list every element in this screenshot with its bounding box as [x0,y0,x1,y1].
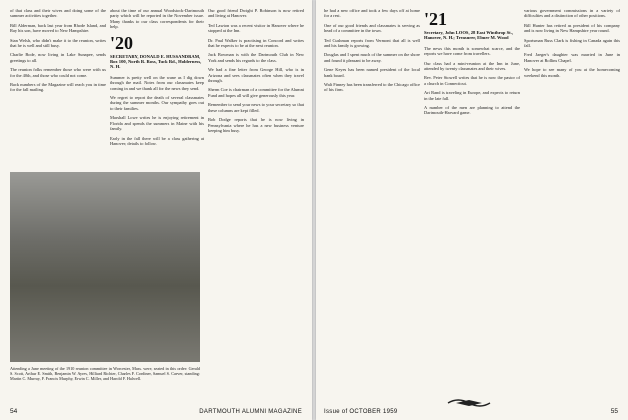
paragraph: Ted Lawton was a recent visitor in Hanover where he stopped at the Inn. [208,22,304,34]
paragraph: Sportsman Russ Clark is fishing in Canada again this fall. [524,37,620,49]
left-col-2 [110,8,204,173]
paragraph: Marshall Lowe writes he is enjoying retirement in Florida and spends the summers in Maine with his family. [110,115,204,132]
paragraph: Douglas and I spent much of the summer on the shore and found it pleasant to be away. [324,52,420,63]
paragraph: Gene Keyes has been named president of the local bank board. [324,67,420,78]
page-number: 54 [10,408,18,415]
paragraph: Bill Alderman, back last year from Rhode Island, and Ray his son, have moved to New Hampshire. [10,22,106,34]
class-year-heading: '21 [424,9,448,29]
paragraph: Summer is pretty well on the wane as I dig down through the mail. Notes from our classmates keep coming in and we thank all for the news they send. [110,74,204,91]
photo-caption: Attending a June meeting of the 1910 reunion committee in Worcester, Mass. were, seated in this order: Gerald S. Scott, Arthur E. Smith, Benjamin W. Ayres, Hilliard Richter, Charles F. Cordiner, Samuel S. Carver, standing: Martin C. Murray, F. Francis Murphy, Erwin C. Miller, and Harold F. Halwell. [10,366,200,381]
paragraph: Bob Dodge reports that he is now living in Pennsylvania where he has a new business venture keeping him busy. [208,117,304,133]
paragraph: Walt Finney has been transferred to the Chicago office of his firm. [324,82,420,93]
paragraph: The reunion folks remember those who were with us for the 40th, and those who could not come. [10,67,106,78]
paragraph: Dr. Paul Walker is practising in Concord and writes that he expects to be at the next reunion. [208,37,304,49]
page-number: 55 [610,408,618,415]
paragraph: Ted Cushman reports from Vermont that all is well and his family is growing. [324,37,420,49]
left-col-3 [208,8,304,400]
paragraph: Art Rand is traveling in Europe, and expects to return in the late fall. [424,90,520,101]
paragraph: Stan Welsh, who didn't make it to the reunion, writes that he is well and still busy. [10,37,106,49]
left-page [0,0,312,420]
paragraph: Back numbers of the Magazine will reach you in time for the fall mailing. [10,82,106,93]
paragraph: Bill Hunter has retired as president of his company and is now living in New Hampshire year round. [524,22,620,34]
paragraph: The news this month is somewhat scarce, and the reports we have come from travellers. [424,45,520,57]
paragraph: various government commissions in a variety of difficulties and a distinction of other positions. [524,8,620,19]
right-page [316,0,628,420]
paragraph: Rev. Peter Stowell writes that he is now the pastor of a church in Connecticut. [424,75,520,86]
paragraph: Jack Bowman is with the Dartmouth Club in New York and sends his regards to the class. [208,52,304,63]
left-col-1 [10,8,106,173]
paragraph: Remember to send your news to your secretary so that these columns are kept filled. [208,102,304,113]
paragraph: We regret to report the death of several classmates during the summer months. Our sympathy goes out to their families. [110,95,204,111]
paragraph: A number of the men are planning to attend the Dartmouth-Harvard game. [424,105,520,116]
paragraph: Charlie Bode, now living in Lake Sunapee, sends greetings to all. [10,52,106,63]
paragraph: about the time of our annual Woodstock-Dartmouth party which will be reported in the November issue. Many thanks to our class correspondents for their help. [110,8,204,30]
issue-label: Issue of OCTOBER 1959 [324,409,398,415]
magazine-footer: DARTMOUTH ALUMNI MAGAZINE [199,409,302,415]
paragraph: Sherm Coe is chairman of a committee for the Alumni Fund and hopes all will give generously this year. [208,87,304,98]
reunion-committee-photo [10,172,200,362]
paragraph: We hope to see many of you at the homecoming weekend this month. [524,67,620,78]
right-col-3 [524,8,620,400]
paragraph: Our good friend Dwight P. Robinson is now retired and living at Hanover. [208,8,304,19]
right-col-1 [324,8,420,400]
right-col-2 [424,8,520,400]
paragraph: of that class and their wives and doing some of the summer activities together. [10,8,106,19]
class-secretary: Secretary, John LOOS, 28 East Winthrop St., Hanover, N. H.; Treasurer, Elmer M. Wood [424,30,513,41]
paragraph: Our class had a mini-reunion at the Inn in June, attended by twenty classmates and their wives. [424,60,520,72]
paragraph: We had a fine letter from George Hill, who is in Arizona and sees classmates often when they travel through. [208,67,304,84]
paragraph: One of our good friends and classmates is serving as head of a committee in the town. [324,22,420,34]
paragraph: he had a new office and took a few days off at home for a rest. [324,8,420,19]
paragraph: Fred Jaeger's daughter was married in June in Hanover at Rollins Chapel. [524,52,620,63]
paragraph: Early in the fall there will be a class gathering at Hanover; details to follow. [110,135,204,146]
class-secretary: SECRETARY, DONALD E. HUSSANDRAM, Box 100, North R. Ross, Tuck Rd., Holderness, N. H. [110,53,202,70]
decorative-ornament-icon [446,396,492,410]
class-year-heading: '20 [110,32,134,53]
